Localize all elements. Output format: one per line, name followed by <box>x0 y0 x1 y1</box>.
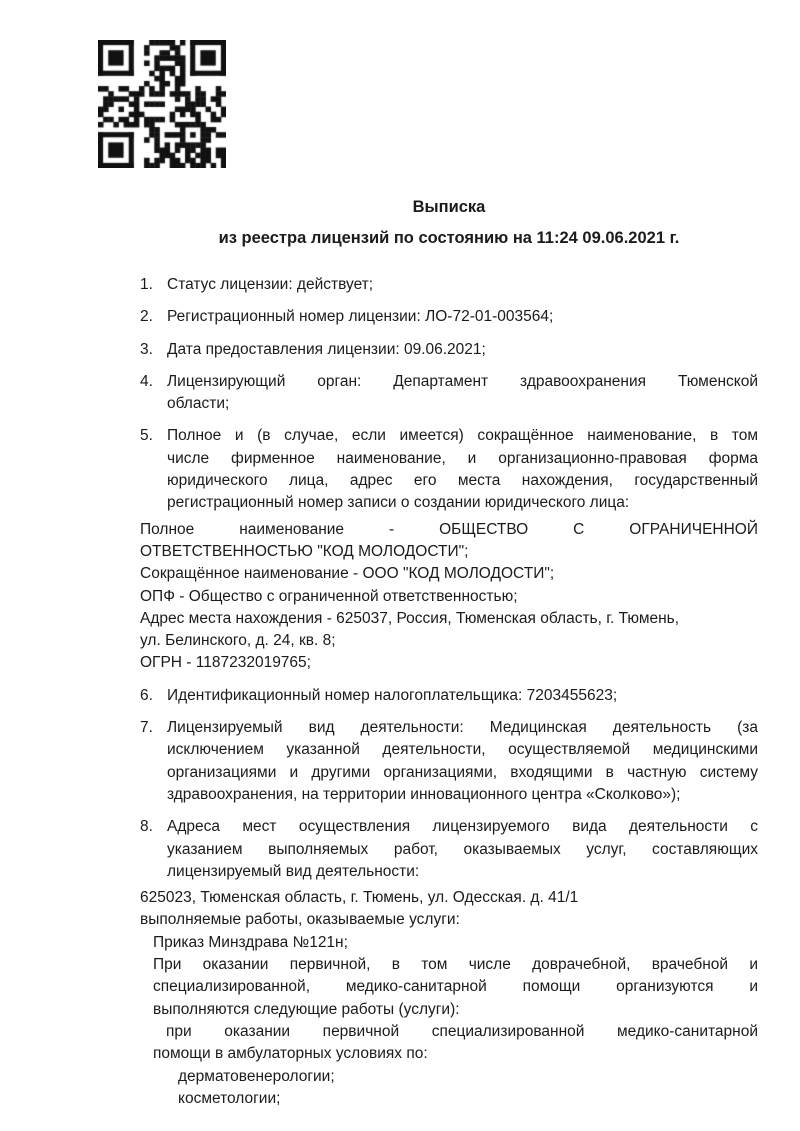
text-line: Адрес места нахождения - 625037, Россия, Тюменская область, г. Тюмень, <box>140 609 680 627</box>
text-line: Статус лицензии: действует; <box>167 276 374 293</box>
text-block <box>140 519 758 675</box>
text-line: лицензируемый вид деятельности: <box>167 862 420 880</box>
text-line: Регистрационный номер лицензии: ЛО-72-01-003564; <box>167 308 554 326</box>
item-number: 5. <box>140 427 153 445</box>
text-line: дерматовенерологии; <box>178 1067 335 1085</box>
text-line: Сокращённое наименование - ООО "КОД МОЛОДОСТИ"; <box>140 565 555 583</box>
document-subtitle: из реестра лицензий по состоянию на 11:24 09.06.2021 г. <box>218 229 680 247</box>
text-line: числе фирменное наименование, и организационно-правовая форма <box>167 449 758 467</box>
text-line: исключением указанной деятельности, осуществляемой медицинскими <box>167 741 758 759</box>
list-item <box>140 371 758 416</box>
list-item <box>140 274 758 296</box>
text-line: юридического лица, адрес его места нахождения, государственный <box>167 472 758 490</box>
text-line: выполняемые работы, оказываемые услуги: <box>140 911 460 929</box>
document-title: Выписка <box>412 198 486 216</box>
text-line: Полное и (в случае, если имеется) сокращённое наименование, в том <box>167 427 758 445</box>
item-number: 4. <box>140 372 153 390</box>
text-block <box>140 887 758 1110</box>
text-line: Лицензируемый вид деятельности: Медицинская деятельность (за <box>167 719 758 737</box>
text-line: 625023, Тюменская область, г. Тюмень, ул. Одесская. д. 41/1 <box>140 889 579 907</box>
text-line: организациями и другими организациями, входящими в частную систему <box>167 763 758 781</box>
text-line: помощи в амбулаторных условиях по: <box>153 1045 428 1063</box>
text-line: области; <box>167 395 230 413</box>
list-item <box>140 339 758 361</box>
item-number: 6. <box>140 686 153 704</box>
text-line: Полное наименование - ОБЩЕСТВО С ОГРАНИЧЕННОЙ <box>140 520 758 538</box>
qr-code <box>98 40 226 168</box>
item-number: 3. <box>140 340 153 358</box>
text-line: Дата предоставления лицензии: 09.06.2021; <box>167 340 486 358</box>
list-item <box>140 816 758 883</box>
list-item <box>140 717 758 806</box>
list-item <box>140 425 758 514</box>
text-line: ОПФ - Общество с ограниченной ответственностью; <box>140 587 518 605</box>
text-line: регистрационный номер записи о создании юридического лица: <box>167 494 630 512</box>
text-line: косметологии; <box>178 1089 281 1107</box>
document-content <box>140 197 758 1110</box>
text-line: Адреса мест осуществления лицензируемого вида деятельности с <box>167 818 758 836</box>
item-number: 8. <box>140 818 153 836</box>
list-item <box>140 685 758 707</box>
text-line: ОТВЕТСТВЕННОСТЬЮ "КОД МОЛОДОСТИ"; <box>140 542 469 560</box>
text-line: Приказ Минздрава №121н; <box>153 933 348 951</box>
text-line: здравоохранения, на территории инновационного центра «Сколково»); <box>167 785 681 803</box>
item-number: 1. <box>140 276 153 293</box>
text-line: ОГРН - 1187232019765; <box>140 654 311 672</box>
text-line: выполняются следующие работы (услуги): <box>153 1000 460 1018</box>
text-line: Лицензирующий орган: Департамент здравоохранения Тюменской <box>167 372 758 390</box>
item-number: 7. <box>140 719 153 737</box>
text-line: специализированной, медико-санитарной помощи организуются и <box>153 978 758 996</box>
document-body <box>140 274 758 1110</box>
text-line: ул. Белинского, д. 24, кв. 8; <box>140 632 336 650</box>
text-line: при оказании первичной специализированной медико-санитарной <box>166 1022 758 1040</box>
text-line: Идентификационный номер налогоплательщика: 7203455623; <box>167 686 618 704</box>
list-item <box>140 306 758 328</box>
item-number: 2. <box>140 308 153 326</box>
text-line: При оказании первичной, в том числе доврачебной, врачебной и <box>153 956 758 974</box>
text-line: указанием выполняемых работ, оказываемых услуг, составляющих <box>167 840 758 858</box>
